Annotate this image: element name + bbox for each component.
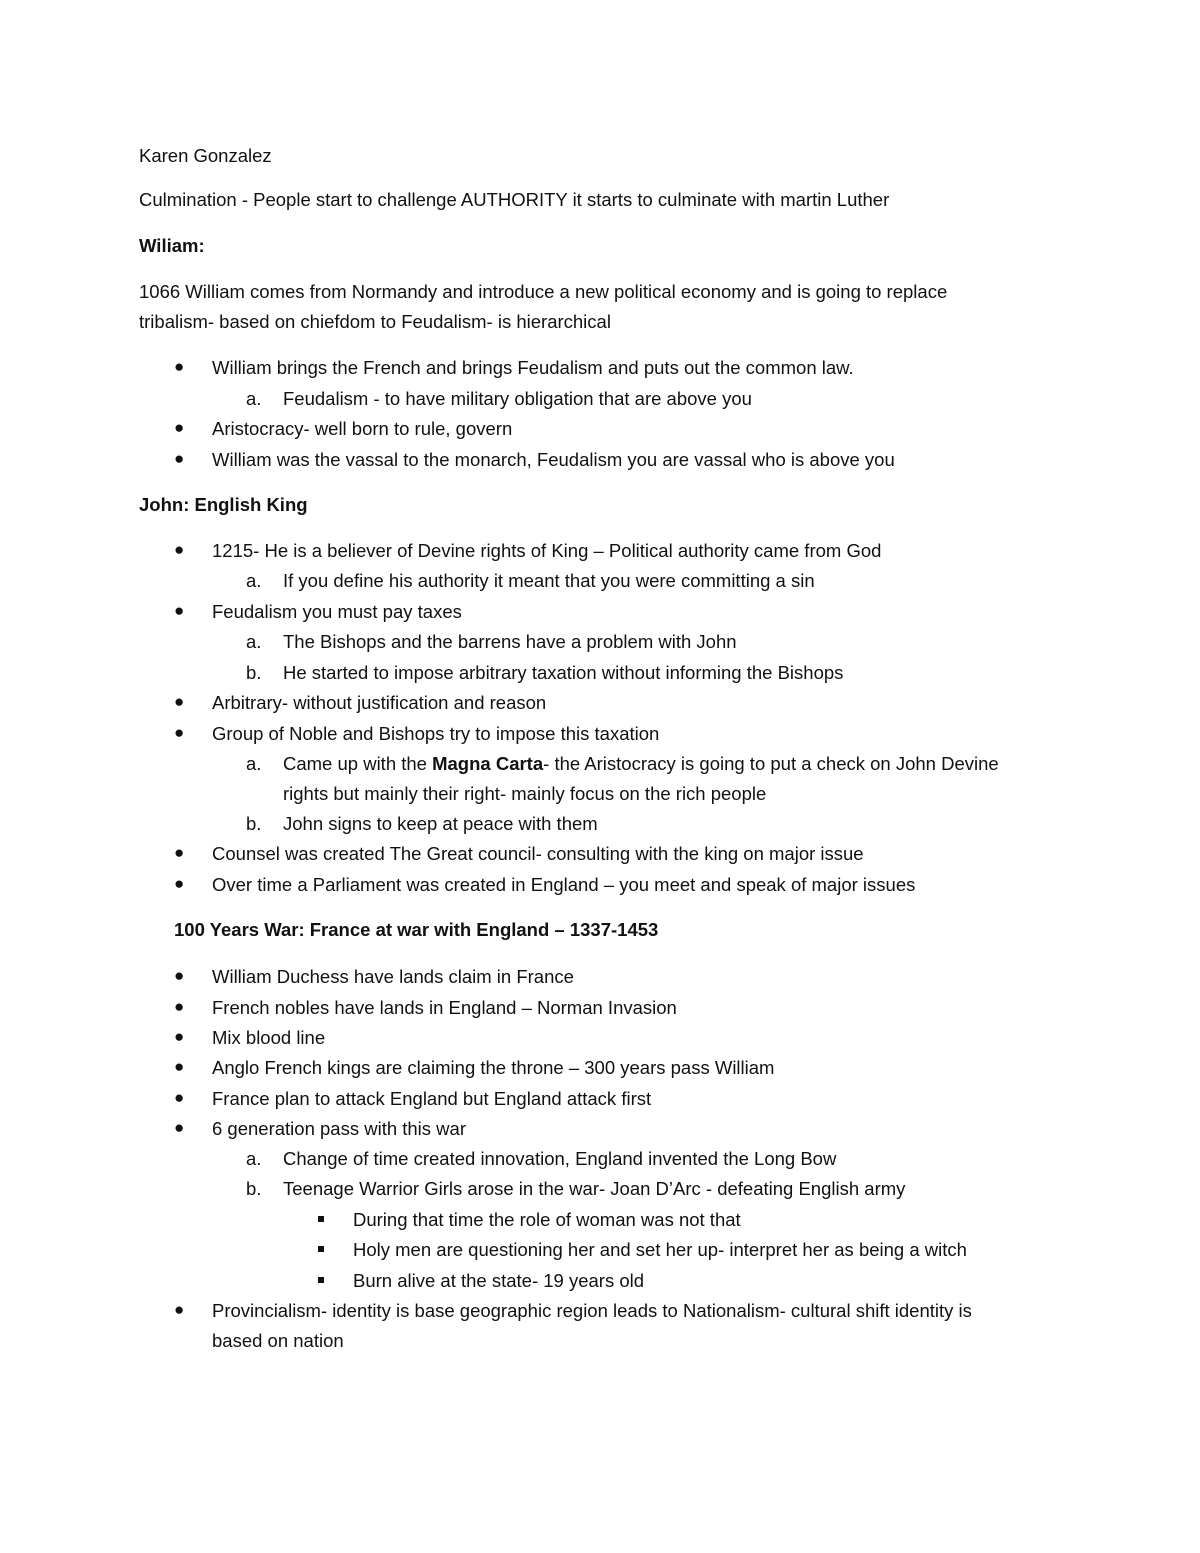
list-item: During that time the role of woman was not that <box>353 1209 741 1230</box>
list-item: Arbitrary- without justification and reason <box>212 692 547 713</box>
list-item: Anglo French kings are claiming the throne – 300 years pass William <box>212 1057 775 1078</box>
list-item: Feudalism you must pay taxes <box>212 601 462 622</box>
list-item: William was the vassal to the monarch, Feudalism you are vassal who is above you <box>212 449 895 470</box>
magna-carta-term: Magna Carta <box>432 753 544 774</box>
list-item: Over time a Parliament was created in England – you meet and speak of major issues <box>212 874 916 895</box>
list-marker: a. <box>246 631 262 652</box>
list-item: Counsel was created The Great council- consulting with the king on major issue <box>212 843 864 864</box>
bullet-icon: ● <box>174 1118 185 1137</box>
list-item-continuation: based on nation <box>212 1330 344 1351</box>
william-paragraph-line-1: 1066 William comes from Normandy and introduce a new political economy and is going to replace <box>139 281 948 302</box>
list-marker: a. <box>246 570 262 591</box>
culmination-line: Culmination - People start to challenge AUTHORITY it starts to culminate with martin Luther <box>139 189 890 210</box>
author-name: Karen Gonzalez <box>139 145 272 166</box>
list-item: French nobles have lands in England – Norman Invasion <box>212 997 677 1018</box>
list-marker: a. <box>246 388 262 409</box>
william-heading: Wiliam: <box>139 235 205 256</box>
bullet-icon: ● <box>174 723 185 742</box>
list-item: Burn alive at the state- 19 years old <box>353 1270 645 1291</box>
bullet-icon: ● <box>174 997 185 1016</box>
list-item: William brings the French and brings Feudalism and puts out the common law. <box>212 357 854 378</box>
bullet-icon: ● <box>174 449 185 468</box>
list-item: Aristocracy- well born to rule, govern <box>212 418 513 439</box>
list-item: Change of time created innovation, England invented the Long Bow <box>283 1148 837 1169</box>
bullet-icon: ● <box>174 1027 185 1046</box>
list-item-text: Came up with the <box>283 753 433 774</box>
list-item: He started to impose arbitrary taxation without informing the Bishops <box>283 662 844 683</box>
list-item: Mix blood line <box>212 1027 326 1048</box>
bullet-icon: ● <box>174 357 185 376</box>
list-item-magna-carta <box>283 753 999 775</box>
square-bullet-icon <box>318 1216 324 1222</box>
list-item: Provincialism- identity is base geographic region leads to Nationalism- cultural shift identity is <box>212 1300 972 1321</box>
list-item: Holy men are questioning her and set her up- interpret her as being a witch <box>353 1239 967 1260</box>
list-item: 1215- He is a believer of Devine rights of King – Political authority came from God <box>212 540 882 561</box>
list-item: William Duchess have lands claim in France <box>212 966 574 987</box>
square-bullet-icon <box>318 1277 324 1283</box>
bullet-icon: ● <box>174 843 185 862</box>
bullet-icon: ● <box>174 874 185 893</box>
list-item-continuation: rights but mainly their right- mainly focus on the rich people <box>283 783 767 804</box>
square-bullet-icon <box>318 1246 324 1252</box>
list-marker: a. <box>246 753 262 774</box>
bullet-icon: ● <box>174 601 185 620</box>
list-item: If you define his authority it meant that you were committing a sin <box>283 570 815 591</box>
list-item: France plan to attack England but England attack first <box>212 1088 652 1109</box>
john-heading: John: English King <box>139 494 308 515</box>
list-marker: b. <box>246 662 262 683</box>
list-marker: b. <box>246 1178 262 1199</box>
william-paragraph-line-2: tribalism- based on chiefdom to Feudalism- is hierarchical <box>139 311 611 332</box>
list-marker: b. <box>246 813 262 834</box>
list-item: John signs to keep at peace with them <box>283 813 598 834</box>
bullet-icon: ● <box>174 1300 185 1319</box>
list-item: Group of Noble and Bishops try to impose this taxation <box>212 723 660 744</box>
list-item: Feudalism - to have military obligation that are above you <box>283 388 752 409</box>
list-marker: a. <box>246 1148 262 1169</box>
bullet-icon: ● <box>174 1057 185 1076</box>
war-heading: 100 Years War: France at war with England – 1337-1453 <box>174 919 659 940</box>
list-item: The Bishops and the barrens have a problem with John <box>283 631 737 652</box>
bullet-icon: ● <box>174 540 185 559</box>
bullet-icon: ● <box>174 1088 185 1107</box>
bullet-icon: ● <box>174 418 185 437</box>
list-item-text: - the Aristocracy is going to put a check on John Devine <box>543 753 999 774</box>
bullet-icon: ● <box>174 966 185 985</box>
list-item: Teenage Warrior Girls arose in the war- Joan D’Arc - defeating English army <box>283 1178 906 1199</box>
list-item: 6 generation pass with this war <box>212 1118 466 1139</box>
bullet-icon: ● <box>174 692 185 711</box>
